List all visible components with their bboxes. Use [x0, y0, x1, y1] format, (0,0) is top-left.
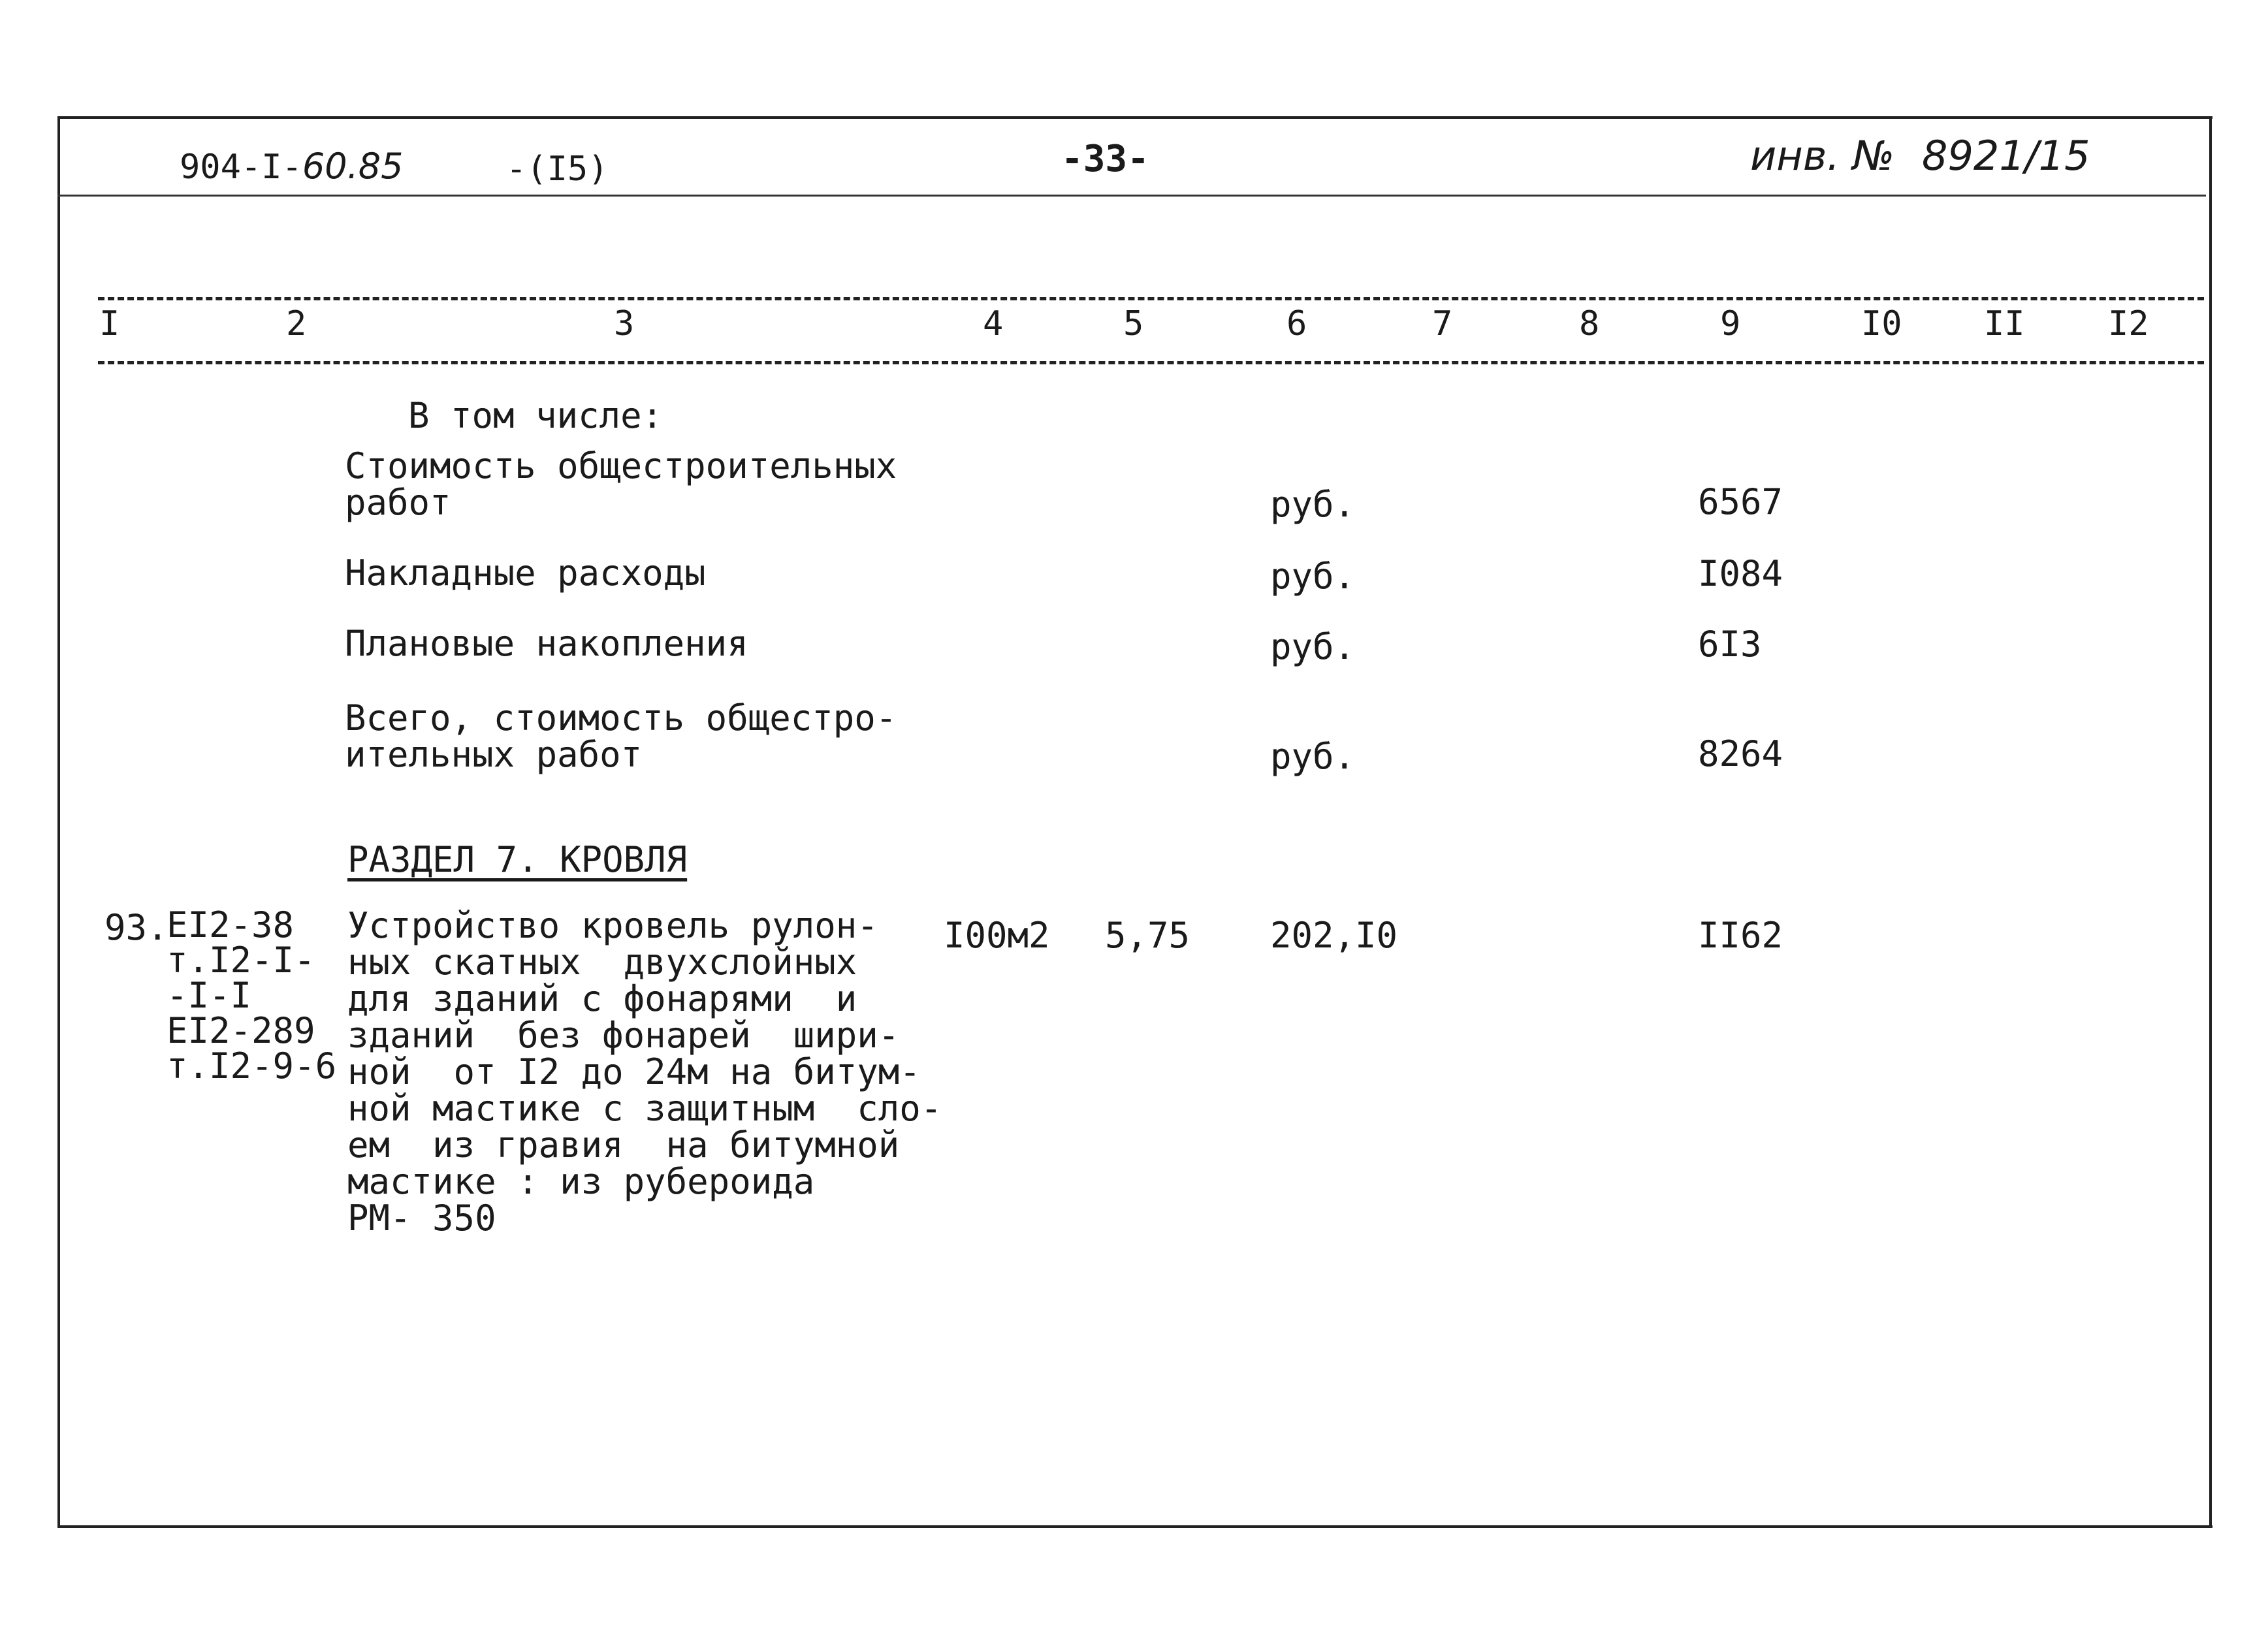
subtotal-unit: руб. [1270, 556, 1356, 597]
subtotals-intro: В том числе: [408, 395, 663, 436]
inventory-label: инв. № [1750, 132, 1895, 180]
subtotal-label: Всего, стоимость общестро- ительных работ [345, 697, 897, 775]
doc-code [180, 146, 404, 187]
subtotal-label: Стоимость общестроительных работ [345, 445, 897, 523]
section-title: РАЗДЕЛ 7. КРОВЛЯ [347, 839, 688, 880]
item-unit: I00м2 [944, 915, 1050, 956]
subtotal-value: 6I3 [1698, 624, 1762, 665]
column-number: II [1984, 304, 2025, 343]
item-total: II62 [1698, 915, 1783, 956]
item-unit-price: 202,I0 [1270, 915, 1398, 956]
subtotal-unit: руб. [1270, 484, 1356, 525]
doc-suffix: -(I5) [506, 150, 609, 189]
column-number: I0 [1861, 304, 1902, 343]
subtotal-value: I084 [1698, 553, 1783, 594]
item-number: 93. [104, 907, 168, 948]
subtotal-value: 6567 [1698, 481, 1783, 522]
column-number: I2 [2108, 304, 2149, 343]
item-quantity: 5,75 [1105, 915, 1190, 956]
subtotal-label: Плановые накопления [345, 623, 748, 664]
inventory-stamp [1750, 132, 2090, 180]
inventory-number: 8921/15 [1922, 132, 2090, 180]
subtotal-value: 8264 [1698, 733, 1783, 774]
header-divider [57, 195, 2206, 197]
column-number: 3 [614, 304, 635, 343]
doc-code-handwritten: 60.85 [302, 146, 404, 187]
column-number: I [99, 304, 120, 343]
page-number: -33- [1061, 138, 1149, 180]
item-codes: EI2-38 т.I2-I- -I-I EI2-289 т.I2-9-6 [167, 904, 337, 1087]
column-number: 4 [983, 304, 1004, 343]
column-header-top-rule [98, 297, 2204, 300]
column-number: 8 [1579, 304, 1600, 343]
column-number: 9 [1720, 304, 1741, 343]
column-number: 2 [286, 304, 307, 343]
frame-top-border [57, 116, 2212, 119]
column-number: 5 [1123, 304, 1144, 343]
frame-bottom-border [57, 1525, 2212, 1528]
subtotal-unit: руб. [1270, 626, 1356, 667]
doc-code-printed: 904-I- [180, 148, 302, 187]
column-number: 7 [1432, 304, 1453, 343]
subtotal-unit: руб. [1270, 736, 1356, 777]
item-description: Устройство кровель рулон- ных скатных двухслойных для зданий с фонарями и зданий без фонарей шири- ной от I2 до 24м на битум- ной мастике с защитным сло- ем из гравия на битумной мастике : из рубероида РМ- 350 [347, 905, 942, 1239]
column-header-bottom-rule [98, 361, 2204, 364]
frame-right-border [2209, 116, 2212, 1527]
column-number: 6 [1286, 304, 1307, 343]
subtotal-label: Накладные расходы [345, 552, 706, 594]
frame-left-border [57, 116, 60, 1527]
